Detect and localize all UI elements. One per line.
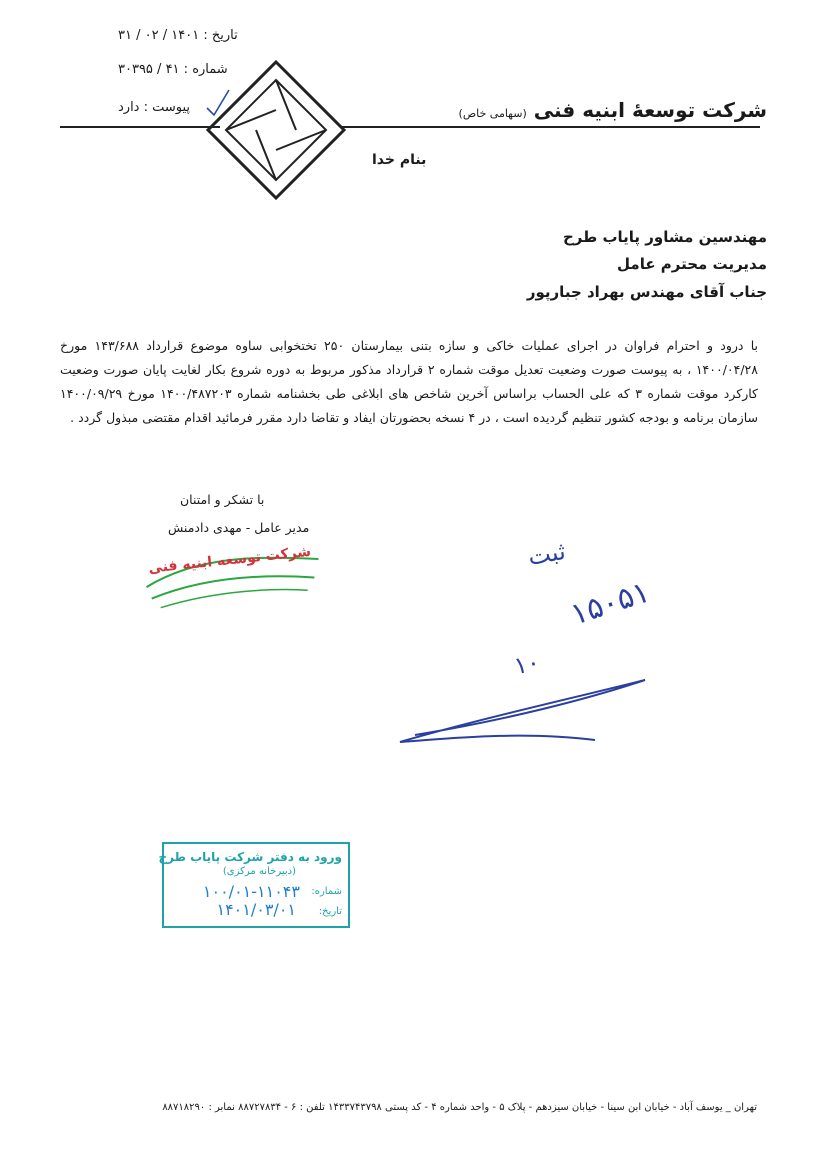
body-paragraph: با درود و احترام فراوان در اجرای عملیات خاکی و سازه بتنی بیمارستان ۲۵۰ تختخوابی ساوه موضوع قرارداد ۱۴۳/۶۸۸ مورخ ۱۴۰۰/۰۴/۲۸ ، به پیوست صورت وضعیت تعدیل موقت شماره ۲ قرارداد مذکور مربوط به دوره شروع بکار لغایت پایان صورت وضعیت کارکرد موقت شماره ۳ که علی الحساب براساس آخرین شاخص های ابلاغی طی بخشنامه شماره ۱۴۰۰/۴۸۷۲۰۳ مورخ ۱۴۰۰/۰۹/۲۹ سازمان برنامه و بودجه کشور تنظیم گردیده است ، در ۴ نسخه بحضورتان ایفاد و تقاضا دارد مقرر فرمائید اقدام مقتضی مبذول گردد .: [60, 338, 759, 425]
salutation: بنام خدا: [372, 152, 427, 168]
signatory-title: مدیر عامل - مهدی دادمنش: [168, 520, 310, 535]
recipient-line-3: جناب آقای مهندس بهراد جبارپور: [526, 283, 767, 301]
company-logo: [204, 58, 348, 202]
letter-attachment: پیوست : دارد: [118, 100, 191, 115]
receipt-stamp: [158, 842, 350, 928]
closing: با تشکر و امتنان: [180, 492, 265, 507]
stamp-number-label: شماره:: [311, 886, 342, 897]
company-name: [459, 98, 767, 122]
stamp-title: ورود به دفتر شرکت پایاب طرح: [158, 850, 342, 864]
letterhead-rule-right: [340, 126, 760, 128]
handwritten-note: ثبت: [525, 536, 568, 572]
handwritten-signature: [395, 530, 655, 750]
company-type: (سهامی خاص): [458, 107, 527, 120]
footer-address: تهران _ یوسف آباد - خیابان ابن سینا - خیابان سیزدهم - پلاک ۵ - واحد شماره ۴ - کد پستی ۱۴۳۳۷۴۳۷۹۸ تلفن : ۶ - ۸۸۷۲۷۸۳۴ نمابر : ۸۸۷۱۸۲۹۰: [162, 1102, 757, 1113]
stamp-date-label: تاریخ:: [318, 906, 342, 917]
letter-date: تاریخ : ۱۴۰۱ / ۰۲ / ۳۱: [118, 28, 238, 43]
handwritten-digits-1: ۱۵۰۵۱: [566, 574, 655, 633]
handwritten-digits-2: ۱۰: [511, 647, 543, 681]
letterhead-rule-left: [60, 126, 220, 128]
stamp-number-value: ۱۰۰/۰۱-۱۱۰۴۳: [202, 882, 300, 901]
stamp-date-value: ۱۴۰۱/۰۳/۰۱: [216, 900, 296, 919]
stamp-subtitle: (دبیرخانه مرکزی): [222, 866, 296, 877]
seal-text: شرکت توسعه ابنیه فنی: [147, 543, 312, 577]
recipient-line-1: مهندسین مشاور پایاب طرح: [562, 228, 767, 246]
company-name-text: شرکت توسعهٔ ابنیه فنی: [533, 98, 767, 122]
company-seal: [135, 538, 330, 618]
recipient-line-2: مدیریت محترم عامل: [617, 255, 767, 273]
letter-number: شماره : ۴۱ / ۳۰۳۹۵: [118, 62, 228, 77]
